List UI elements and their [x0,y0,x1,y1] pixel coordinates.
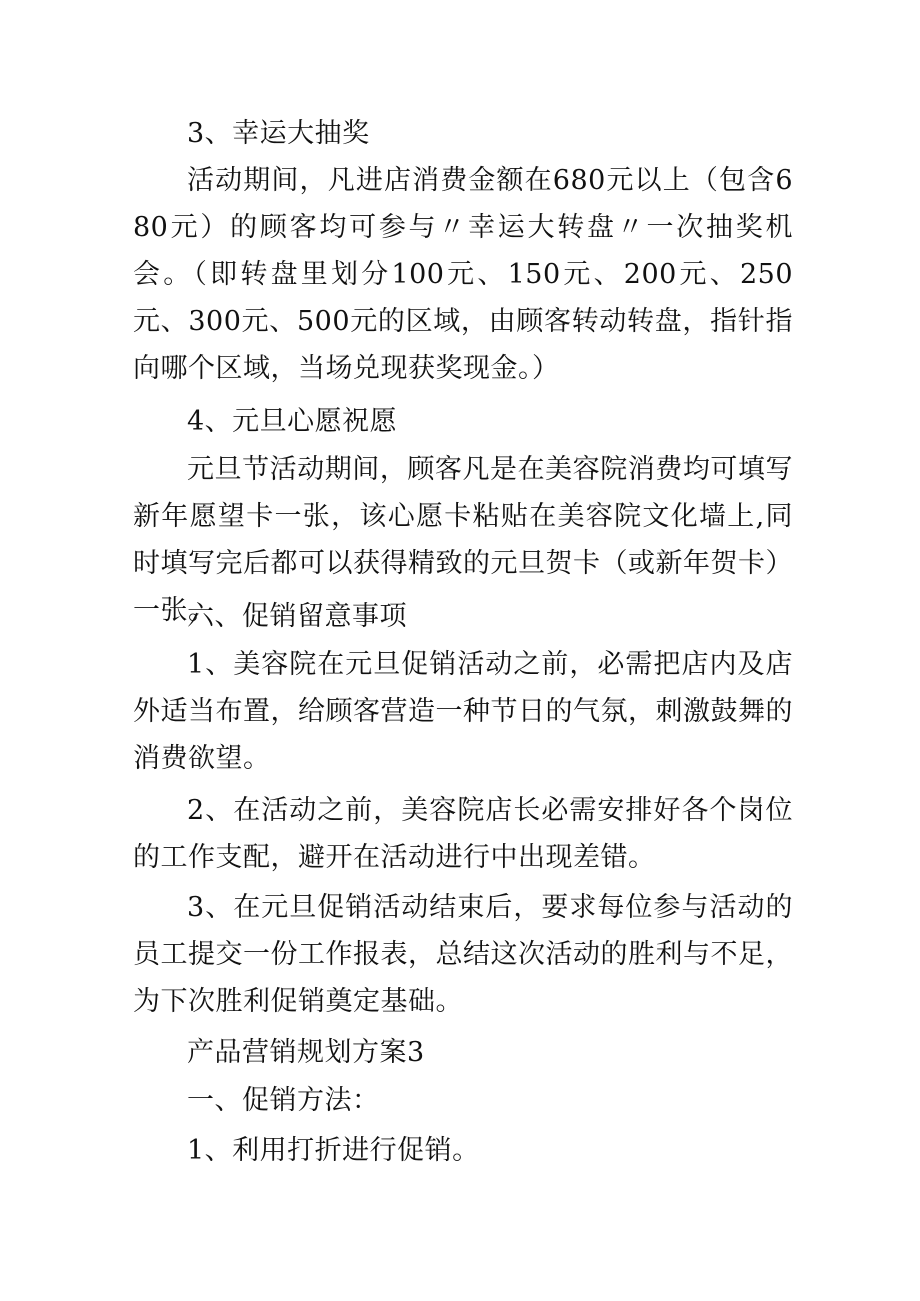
section-heading-new-year-wish: 4、元旦心愿祝愿 [187,406,398,437]
section-heading-promotion-notes: 六、促销留意事项 [187,601,407,632]
paragraph-note-3: 3、在元旦促销活动结束后，要求每位参与活动的员工提交一份工作报表，总结这次活动的胜利与不足，为下次胜利促销奠定基础。 [133,892,793,1017]
plan-title: 产品营销规划方案3 [187,1037,425,1068]
paragraph-note-1: 1、美容院在元旦促销活动之前，必需把店内及店外适当布置，给顾客营造一种节日的气氛，刺激鼓舞的消费欲望。 [133,649,793,774]
method-item-1: 1、利用打折进行促销。 [187,1135,480,1166]
section-heading-lucky-draw: 3、幸运大抽奖 [187,118,370,149]
paragraph-wish-card: 元旦节活动期间，顾客凡是在美容院消费均可填写新年愿望卡一张，该心愿卡粘贴在美容院文化墙上,同时填写完后都可以获得精致的元旦贺卡（或新年贺卡）一张。 [133,454,793,626]
section-heading-promotion-methods: 一、促销方法： [187,1085,380,1116]
paragraph-note-2: 2、在活动之前，美容院店长必需安排好各个岗位的工作支配，避开在活动进行中出现差错。 [133,795,793,873]
paragraph-lucky-draw-details: 活动期间，凡进店消费金额在680元以上（包含680元）的顾客均可参与〃幸运大转盘〃一次抽奖机会。（即转盘里划分100元、150元、200元、250元、300元、500元的区域，由顾客转动转盘，指针指向哪个区域，当场兑现获奖现金。） [133,165,793,384]
